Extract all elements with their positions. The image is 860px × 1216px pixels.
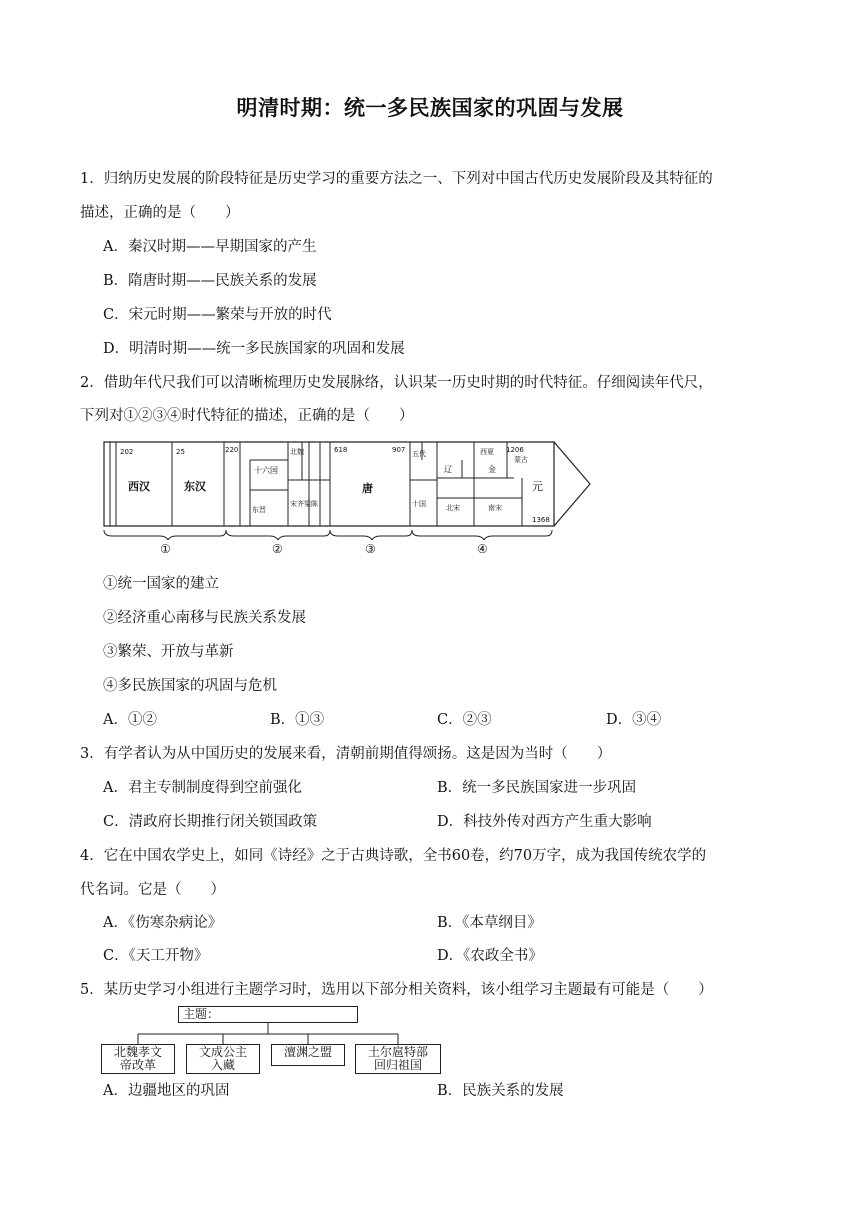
label-xihan: 西汉	[128, 480, 150, 493]
q5-stem: 5．某历史学习小组进行主题学习时，选用以下部分相关资料，该小组学习主题最有可能是（ ）	[80, 982, 713, 998]
year-618: 618	[334, 446, 348, 454]
label-nanchao: 宋齐梁陈	[290, 500, 318, 508]
theme-box-1-line2: 帝改革	[119, 1058, 156, 1072]
label-beiwei: 北魏	[290, 448, 304, 456]
q2-option-d[interactable]: D．③④	[606, 712, 662, 728]
label-shiliuguo: 十六国	[254, 466, 278, 475]
q4-option-c[interactable]: C．《天工开物》	[103, 948, 209, 964]
q3-option-c[interactable]: C．清政府长期推行闭关锁国政策	[103, 814, 318, 830]
label-xixia: 西夏	[480, 448, 494, 456]
year-202: 202	[120, 448, 134, 456]
q4-option-d[interactable]: D．《农政全书》	[437, 948, 543, 964]
circle-1: ①	[160, 542, 171, 556]
circle-2: ②	[272, 542, 283, 556]
q3-option-d[interactable]: D．科技外传对西方产生重大影响	[437, 814, 652, 830]
q2-item-4: ④多民族国家的巩固与危机	[103, 678, 277, 694]
q2-option-a[interactable]: A．①②	[103, 712, 157, 728]
theme-box-4-line1: 土尔扈特部	[367, 1045, 428, 1059]
q3-stem: 3．有学者认为从中国历史的发展来看，清朝前期值得颂扬。这是因为当时（ ）	[80, 746, 612, 762]
q5-option-a[interactable]: A．边疆地区的巩固	[103, 1083, 230, 1099]
label-mengu-wudai: 五代	[412, 450, 426, 458]
theme-title-box: 主题：	[178, 1006, 358, 1023]
theme-box-3	[271, 1044, 345, 1066]
label-donghan: 东汉	[184, 480, 206, 493]
q2-option-c[interactable]: C．②③	[437, 712, 492, 728]
q2-stem-line1: 2．借助年代尺我们可以清晰梳理历史发展脉络，认识某一历史时期的时代特征。仔细阅读年代尺，	[80, 375, 713, 391]
label-nansong: 南宋	[488, 504, 502, 512]
q2-option-b[interactable]: B．①③	[270, 712, 325, 728]
q1-option-a[interactable]: A．秦汉时期——早期国家的产生	[103, 239, 317, 255]
q1-stem-line2: 描述，正确的是（ ）	[80, 205, 240, 221]
theme-box-2-line2: 入藏	[210, 1058, 235, 1072]
label-yuan: 元	[532, 480, 543, 493]
q4-stem-line2: 代名词。它是（ ）	[80, 882, 225, 898]
q4-stem-line1: 4．它在中国农学史上，如同《诗经》之于古典诗歌，全书60卷，约70万字，成为我国传统农学的	[80, 848, 707, 864]
q2-item-3: ③繁荣、开放与革新	[103, 644, 234, 660]
page-title: 明清时期：统一多民族国家的巩固与发展	[236, 95, 624, 120]
q4-option-a[interactable]: A．《伤寒杂病论》	[103, 915, 223, 931]
theme-box-4-line2: 回归祖国	[373, 1058, 422, 1072]
theme-box-1-line1: 北魏孝文	[113, 1045, 162, 1059]
q2-item-2: ②经济重心南移与民族关系发展	[103, 610, 306, 626]
theme-diagram	[101, 1004, 446, 1076]
theme-box-2-line1: 文成公主	[198, 1045, 247, 1059]
year-907: 907	[392, 446, 406, 454]
label-tang: 唐	[362, 482, 373, 495]
year-25: 25	[176, 448, 185, 456]
q2-item-1: ①统一国家的建立	[103, 576, 219, 592]
label-mengu: 蒙古	[514, 456, 528, 464]
q1-option-b[interactable]: B．隋唐时期——民族关系的发展	[103, 273, 317, 289]
q2-stem-line2: 下列对①②③④时代特征的描述，正确的是（ ）	[80, 408, 414, 424]
circle-3: ③	[365, 542, 376, 556]
year-220: 220	[225, 446, 239, 454]
circle-4: ④	[477, 542, 488, 556]
q1-stem-line1: 1．归纳历史发展的阶段特征是历史学习的重要方法之一、下列对中国古代历史发展阶段及其特征的	[80, 171, 713, 187]
label-jin: 金	[488, 465, 496, 474]
year-1368: 1368	[532, 516, 550, 524]
label-dongjin: 东晋	[252, 506, 266, 514]
q4-option-b[interactable]: B．《本草纲目》	[437, 915, 542, 931]
theme-box-3-line1: 澶渊之盟	[283, 1045, 332, 1059]
year-1206: 1206	[506, 446, 524, 454]
q3-option-b[interactable]: B．统一多民族国家进一步巩固	[437, 780, 637, 796]
theme-box-2	[186, 1044, 260, 1074]
q1-option-c[interactable]: C．宋元时期——繁荣与开放的时代	[103, 307, 332, 323]
q5-option-b[interactable]: B．民族关系的发展	[437, 1083, 564, 1099]
q3-option-a[interactable]: A．君主专制制度得到空前强化	[103, 780, 302, 796]
label-shiguo: 十国	[412, 500, 426, 508]
q1-option-d[interactable]: D．明清时期——统一多民族国家的巩固和发展	[103, 341, 405, 357]
timeline-figure	[102, 440, 592, 556]
theme-box-1	[101, 1044, 175, 1074]
label-liao: 辽	[444, 465, 452, 474]
theme-box-4	[355, 1044, 441, 1074]
label-beisong: 北宋	[446, 504, 460, 512]
